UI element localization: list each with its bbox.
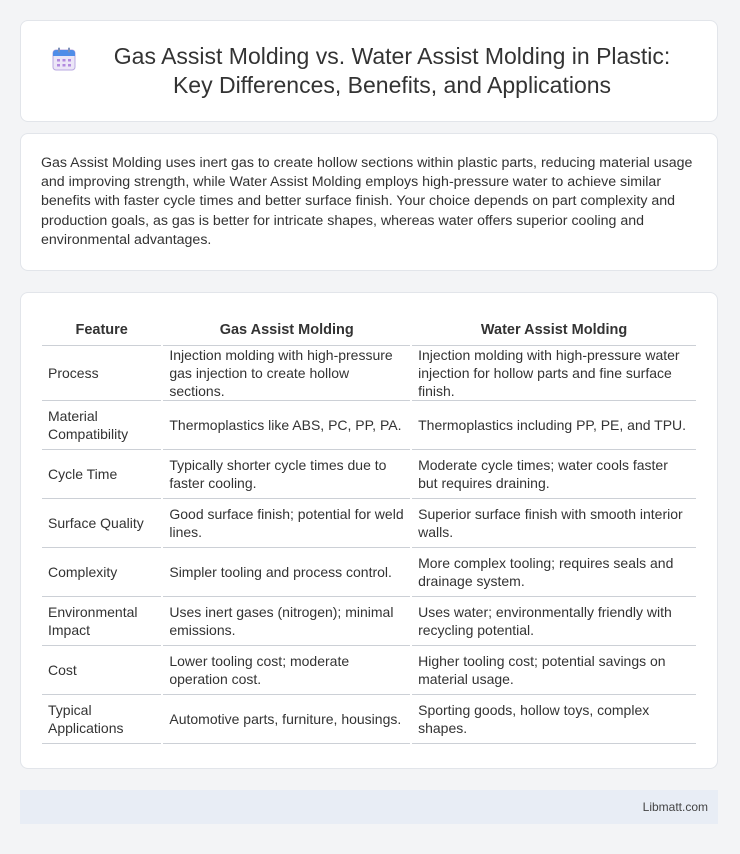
feature-cell: Cost xyxy=(42,646,161,695)
gas-cell: Uses inert gases (nitrogen); minimal emissions. xyxy=(163,597,410,646)
feature-cell: Material Compatibility xyxy=(42,401,161,450)
gas-cell: Simpler tooling and process control. xyxy=(163,548,410,597)
feature-cell: Cycle Time xyxy=(42,450,161,499)
water-cell: Injection molding with high-pressure water injection for hollow parts and fine surface finish. xyxy=(412,346,696,401)
gas-cell: Typically shorter cycle times due to faster cooling. xyxy=(163,450,410,499)
table-row xyxy=(42,401,696,450)
gas-cell: Automotive parts, furniture, housings. xyxy=(163,695,410,744)
column-header-gas: Gas Assist Molding xyxy=(163,311,410,346)
page-title: Gas Assist Molding vs. Water Assist Molding in Plastic: Key Differences, Benefits, and Applications xyxy=(113,43,671,98)
table-row xyxy=(42,646,696,695)
table-row xyxy=(42,597,696,646)
calendar-icon xyxy=(51,46,77,72)
column-header-feature: Feature xyxy=(42,311,161,346)
water-cell: Superior surface finish with smooth interior walls. xyxy=(412,499,696,548)
feature-cell: Surface Quality xyxy=(42,499,161,548)
water-cell: Thermoplastics including PP, PE, and TPU. xyxy=(412,401,696,450)
footer xyxy=(20,790,718,824)
feature-cell: Complexity xyxy=(42,548,161,597)
feature-cell: Environmental Impact xyxy=(42,597,161,646)
table-row xyxy=(42,548,696,597)
feature-cell: Process xyxy=(42,346,161,401)
gas-cell: Good surface finish; potential for weld lines. xyxy=(163,499,410,548)
header-card xyxy=(20,20,718,122)
summary-text: Gas Assist Molding uses inert gas to create hollow sections within plastic parts, reducing material usage and improving strength, while Water Assist Molding employs high-pressure water to achieve similar benefits with faster cycle times and better surface finish. Your choice depends on part complexity and production goals, as gas is better for intricate shapes, whereas water offers superior cooling and environmental advantages. xyxy=(41,155,693,248)
table-row xyxy=(42,346,696,401)
table-header-row xyxy=(42,311,696,346)
gas-cell: Injection molding with high-pressure gas injection to create hollow sections. xyxy=(163,346,410,401)
comparison-table xyxy=(40,311,698,744)
comparison-table-card xyxy=(20,292,718,769)
gas-cell: Thermoplastics like ABS, PC, PP, PA. xyxy=(163,401,410,450)
table-row xyxy=(42,695,696,744)
gas-cell: Lower tooling cost; moderate operation cost. xyxy=(163,646,410,695)
water-cell: Higher tooling cost; potential savings on material usage. xyxy=(412,646,696,695)
table-row xyxy=(42,499,696,548)
water-cell: Moderate cycle times; water cools faster but requires draining. xyxy=(412,450,696,499)
summary-card xyxy=(20,133,718,271)
water-cell: More complex tooling; requires seals and drainage system. xyxy=(412,548,696,597)
footer-brand[interactable]: Libmatt.com xyxy=(642,800,708,814)
column-header-water: Water Assist Molding xyxy=(412,311,696,346)
water-cell: Sporting goods, hollow toys, complex shapes. xyxy=(412,695,696,744)
table-row xyxy=(42,450,696,499)
water-cell: Uses water; environmentally friendly with recycling potential. xyxy=(412,597,696,646)
feature-cell: Typical Applications xyxy=(42,695,161,744)
